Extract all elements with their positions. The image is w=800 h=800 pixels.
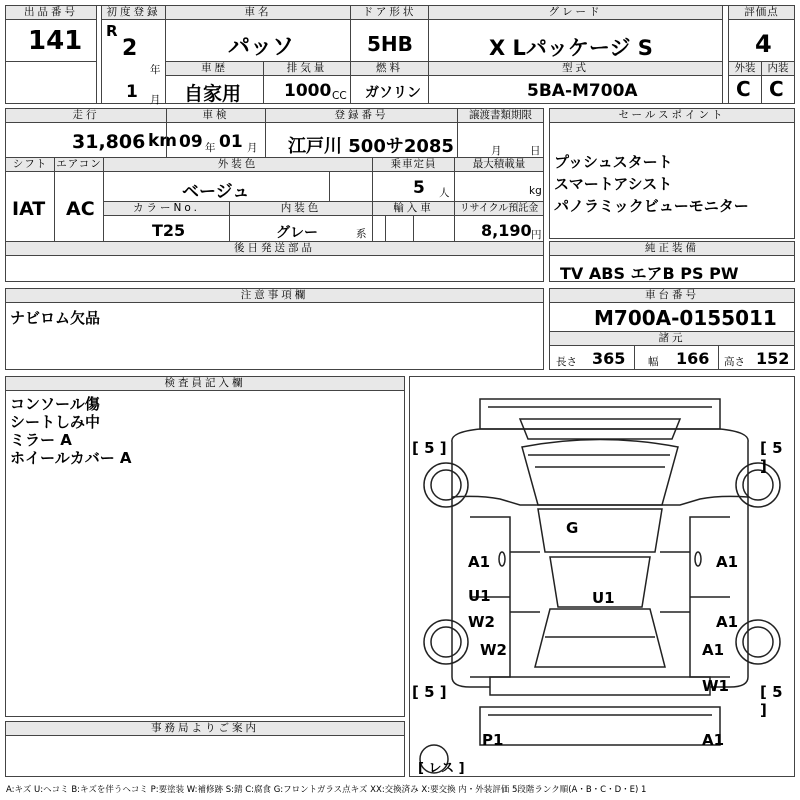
inspector-line-4: ホイールカバー A: [10, 449, 132, 467]
inspector-line-1: コンソール傷: [10, 395, 100, 413]
int-color-cell: [229, 201, 373, 242]
caution-label: 注意事項欄: [6, 289, 543, 303]
maxload-cell: [454, 157, 544, 202]
int-label: 内装: [762, 62, 794, 76]
left-rear-wheel-mark: W2: [480, 641, 507, 659]
ext-color: ベージュ: [182, 182, 250, 202]
plate-cell: [265, 108, 458, 158]
vehicle-diagram: [409, 376, 795, 777]
inspector-line-2: シートしみ中: [10, 413, 101, 431]
capacity-cell: [372, 157, 455, 202]
left-rear-door-mark: U1: [468, 587, 491, 605]
later-parts-label: 後日発送部品: [6, 242, 543, 256]
door-cell: [350, 5, 429, 62]
ac-cell: [54, 157, 104, 242]
insp-year: 09: [179, 132, 203, 152]
grade-label: グレード: [429, 6, 722, 20]
int-grade: C: [769, 77, 784, 101]
tire-fr-score: [ 5 ]: [760, 439, 783, 475]
right-front-door-mark: A1: [716, 553, 739, 571]
colorno-cell: [103, 201, 230, 242]
mileage-cell: [5, 108, 178, 158]
year-unit: 年: [150, 64, 161, 76]
first-reg-label: 初度登録: [102, 6, 165, 20]
capacity-label: 乗車定員: [373, 158, 454, 172]
insp-year-unit: 年: [205, 142, 216, 154]
right-rear-door-mark: A1: [716, 613, 739, 631]
left-quarter-mark: W2: [468, 613, 495, 631]
int-grade-cell: [761, 61, 795, 104]
history-label: 車歴: [166, 62, 263, 76]
caution-text: ナビロム欠品: [10, 309, 101, 327]
score-cell: [728, 5, 795, 62]
sales-point-box: [549, 108, 795, 239]
history: 自家用: [184, 83, 242, 105]
import-cell: [372, 201, 455, 242]
fuel: ガソリン: [365, 85, 421, 101]
insp-month-unit: 月: [247, 142, 258, 154]
maxload-unit: kg: [529, 185, 542, 197]
shift: IAT: [12, 198, 46, 220]
rear-right-mark: A1: [702, 731, 725, 749]
length: 365: [592, 349, 626, 368]
transfer-cell: [457, 108, 544, 158]
equipment-label: 純正装備: [550, 242, 794, 256]
door-type: 5HB: [367, 32, 413, 56]
chassis-number: M700A-0155011: [594, 306, 777, 330]
fuel-label: 燃料: [351, 62, 428, 76]
right-rear-quarter-mark: W1: [702, 677, 729, 695]
inspection-label: 車検: [167, 109, 265, 123]
shift-cell: [5, 157, 55, 242]
later-parts-cell: [5, 241, 544, 282]
yen-unit: 円: [531, 229, 542, 241]
tire-rr-score: [ 5 ]: [760, 683, 783, 719]
office-label: 事務局よりご案内: [6, 722, 404, 736]
km-unit: km: [148, 131, 178, 151]
recycle-cell: [454, 201, 544, 242]
int-color-suffix: 系: [356, 228, 367, 240]
grade-cell: [428, 5, 723, 62]
shift-label: シフト: [6, 158, 54, 172]
capacity-unit: 人: [439, 187, 450, 199]
reg-year: 2: [122, 36, 138, 61]
chassis-label: 車台番号: [550, 289, 794, 303]
ext-label: 外装: [729, 62, 761, 76]
sales-point-3: パノラミックビューモニター: [554, 197, 749, 215]
score: 4: [755, 30, 772, 58]
month-unit: 月: [150, 94, 161, 106]
ac-label: エアコン: [56, 158, 102, 170]
sales-point-label: セールスポイント: [550, 109, 794, 123]
inspector-label: 検査員記入欄: [6, 377, 404, 391]
capacity: 5: [413, 178, 425, 198]
spec-label: 諸元: [550, 332, 794, 346]
legend: A:キズ U:ヘコミ B:キズを伴うヘコミ P:要塗装 W:補修跡 S:錆 C:腐食 G:フロントガラス点キズ XX:交換済み X:要交換 内・外装評価 5段階ランク順(A・B・C・D・E) 1: [6, 785, 647, 795]
width: 166: [676, 349, 710, 368]
displacement: 1000: [284, 81, 332, 101]
car-outline-drawing: [410, 377, 794, 776]
sales-point-1: プッシュスタート: [554, 153, 673, 171]
spare-tire-mark: [ レス ]: [418, 761, 465, 776]
rear-left-mark: P1: [482, 731, 504, 749]
model-label: 型式: [429, 62, 722, 76]
equipment-box: [549, 241, 795, 282]
history-cell: [165, 61, 264, 104]
lot-number: 141: [28, 26, 83, 56]
office-box: [5, 721, 405, 777]
fuel-cell: [350, 61, 429, 104]
lot-cell: [5, 5, 97, 62]
grade: X Lパッケージ S: [489, 36, 653, 60]
inspector-box: [5, 376, 405, 717]
width-label: 幅: [648, 356, 659, 368]
ext-color-label: 外装色: [104, 158, 372, 172]
left-front-door-mark: A1: [468, 553, 491, 571]
era: R: [106, 22, 118, 40]
caution-box: [5, 288, 544, 370]
chassis-box: [549, 288, 795, 370]
int-color-label: 内装色: [230, 202, 372, 216]
insp-month: 01: [219, 132, 243, 152]
model-cell: [428, 61, 723, 104]
transfer-day: 日: [530, 145, 541, 157]
ext-grade: C: [736, 77, 751, 101]
inspector-line-3: ミラー A: [10, 431, 72, 449]
transfer-month: 月: [491, 145, 502, 157]
ac: AC: [66, 198, 95, 220]
cc-unit: CC: [332, 90, 347, 102]
mileage-label: 走行: [6, 109, 166, 123]
right-rear-wheel-mark: A1: [702, 641, 725, 659]
import-label: 輸入車: [373, 202, 454, 216]
roof-rear-mark: U1: [592, 589, 615, 607]
car-name-label: 車名: [166, 6, 350, 20]
recycle: 8,190: [481, 221, 532, 240]
ext-color-cell: [103, 157, 373, 202]
displacement-cell: [263, 61, 351, 104]
plate: 江戸川 500サ2085: [288, 136, 454, 157]
height: 152: [756, 349, 790, 368]
tire-rl-score: [ 5 ]: [412, 683, 447, 701]
height-label: 高さ: [724, 356, 745, 368]
sales-point-2: スマートアシスト: [554, 175, 673, 193]
plate-label: 登録番号: [266, 109, 457, 123]
first-registration-cell: [101, 5, 166, 104]
car-name-cell: [165, 5, 351, 62]
colorno-label: カラーNo.: [104, 202, 229, 216]
displacement-label: 排気量: [264, 62, 350, 76]
tire-fl-score: [ 5 ]: [412, 439, 447, 457]
mileage: 31,806: [72, 131, 146, 153]
int-color: グレー: [276, 225, 318, 241]
roof-mark: G: [566, 519, 579, 537]
recycle-label: リサイクル預託金: [455, 202, 543, 216]
lot-label: 出品番号: [6, 6, 96, 20]
length-label: 長さ: [556, 356, 577, 368]
reg-month: 1: [126, 82, 138, 102]
transfer-label: 譲渡書類期限: [458, 109, 543, 123]
model: 5BA-M700A: [527, 81, 638, 101]
colorno: T25: [152, 221, 186, 240]
ext-grade-cell: [728, 61, 762, 104]
maxload-label: 最大積載量: [455, 158, 543, 172]
inspection-cell: [166, 108, 266, 158]
score-label: 評価点: [729, 6, 794, 20]
door-label: ドア形状: [351, 6, 428, 20]
lot-blank-cell: [5, 61, 97, 104]
car-name: パッソ: [228, 35, 295, 60]
equipment-items: TV ABS エアB PS PW: [560, 264, 739, 283]
